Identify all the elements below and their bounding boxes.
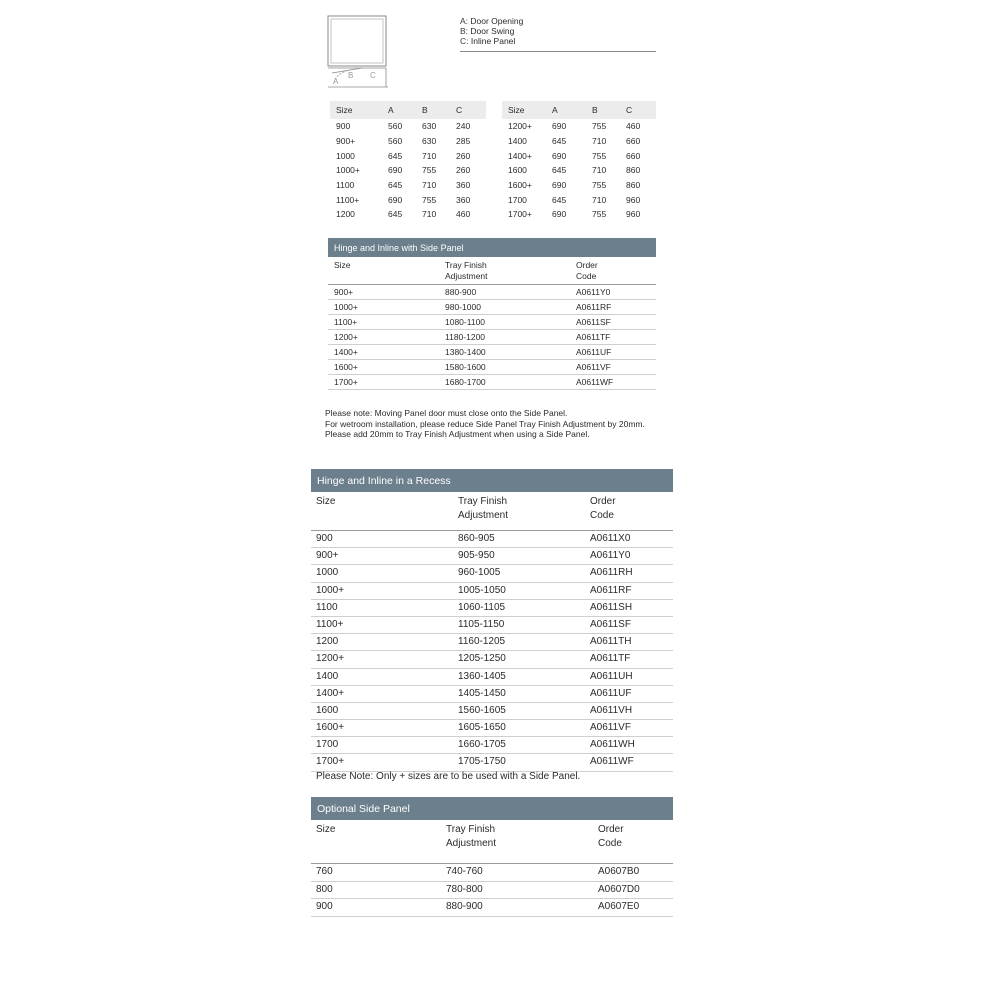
table-cell: 880-900 [445, 287, 477, 297]
legend-item [460, 16, 523, 26]
table-cell: A0611TF [576, 332, 611, 342]
table-cell: 1700 [316, 739, 339, 751]
table-cell: A0611WH [590, 739, 635, 751]
dimension-cell: 710 [592, 165, 607, 176]
table-row [311, 548, 673, 565]
column-header: Tray Finish Adjustment [458, 496, 509, 521]
dimension-cell: 1100 [336, 180, 355, 191]
column-header: Size [316, 496, 336, 507]
dimension-row [330, 178, 486, 193]
table-cell: 1600 [316, 704, 339, 716]
dimension-cell: 710 [422, 180, 437, 191]
table-cell: 1105-1150 [458, 618, 505, 630]
table-row [328, 315, 656, 330]
dimension-cell: 690 [388, 194, 403, 205]
dimension-cell: 755 [592, 121, 607, 132]
dimension-cell: 1600+ [508, 180, 532, 191]
table-cell: A0611SH [590, 601, 633, 613]
dimension-cell: 645 [388, 180, 403, 191]
table-cell: 1380-1400 [445, 347, 486, 357]
dimension-cell: 755 [592, 180, 607, 191]
table-cell: A0611X0 [590, 533, 631, 544]
column-header: Tray Finish Adjustment [446, 824, 497, 849]
table-cell: 1060-1105 [458, 601, 506, 613]
table-cell: 1200+ [334, 332, 358, 342]
table-cell: 1160-1205 [458, 636, 506, 648]
note-line: For wetroom installation, please reduce Side Panel Tray Finish Adjustment by 20mm. [325, 418, 645, 429]
dimension-cell: 860 [626, 180, 641, 191]
table-row [311, 754, 673, 771]
dimension-row [502, 134, 656, 149]
table-row [311, 583, 673, 600]
table-cell: 960-1005 [458, 567, 501, 579]
table-cell: A0607B0 [598, 866, 640, 877]
dimension-cell: 1100+ [336, 194, 360, 205]
table-cell: 900 [316, 533, 333, 544]
dimension-cell: 630 [422, 121, 437, 132]
table-row [311, 669, 673, 686]
dimension-cell: 645 [388, 209, 403, 220]
table-title-bar: Hinge and Inline in a Recess [311, 469, 673, 492]
table-title-bar: Hinge and Inline with Side Panel [328, 238, 656, 257]
table-cell: 1360-1405 [458, 670, 506, 682]
column-header: Order Code [598, 824, 624, 849]
table-cell: 1560-1605 [458, 704, 506, 716]
table-cell: A0607E0 [598, 901, 640, 912]
column-header: Size [334, 260, 351, 270]
table-cell: 1400+ [334, 347, 358, 357]
table-cell: 900 [316, 901, 333, 912]
legend-key: B: [460, 26, 469, 36]
dimension-cell: 710 [592, 194, 607, 205]
dimension-row [502, 207, 656, 222]
table-cell: 900+ [334, 287, 354, 297]
table-cell: 1700+ [334, 377, 358, 387]
dimension-cell: 645 [388, 150, 403, 161]
dimension-header-cell: C [456, 105, 463, 115]
table-row [311, 617, 673, 634]
dimension-row [502, 119, 656, 134]
table-cell: 1180-1200 [445, 332, 486, 342]
table-row [311, 565, 673, 582]
door-diagram [326, 15, 390, 90]
dimension-cell: 690 [552, 121, 567, 132]
table-cell: A0611VF [590, 722, 631, 734]
dimension-cell: 660 [626, 136, 641, 147]
table-cell: A0611RF [576, 302, 612, 312]
table-cell: 860-905 [458, 533, 495, 544]
table-cell: 1700+ [316, 756, 345, 768]
dimension-cell: 285 [456, 136, 471, 147]
table-cell: 900+ [316, 550, 339, 562]
dimension-cell: 360 [456, 194, 471, 205]
table-cell: A0611Y0 [590, 550, 631, 562]
table-cell: 1400+ [316, 687, 345, 699]
dimension-header-cell: A [388, 105, 394, 115]
table-cell: 1680-1700 [445, 377, 486, 387]
dimension-cell: 1200 [336, 209, 355, 220]
table-cell: 1405-1450 [458, 687, 506, 699]
dimension-cell: 755 [422, 194, 437, 205]
table-cell: 1100 [316, 601, 338, 613]
dimension-cell: 900+ [336, 136, 356, 147]
dimension-cell: 710 [422, 209, 437, 220]
table-cell: 1200+ [316, 653, 345, 665]
column-header: Tray Finish Adjustment [445, 260, 488, 281]
diagram-label-c: C [370, 71, 376, 80]
dimension-row [502, 192, 656, 207]
table-cell: 1000+ [334, 302, 358, 312]
note-line: Please note: Moving Panel door must close onto the Side Panel. [325, 408, 568, 418]
optional-side-panel-table [311, 797, 673, 917]
legend-text: Door Opening [468, 16, 524, 26]
legend-text: Door Swing [468, 26, 515, 36]
table-cell: 1600+ [316, 722, 345, 734]
dimension-row [330, 134, 486, 149]
table-row [311, 634, 673, 651]
table-cell: 905-950 [458, 550, 495, 562]
diagram-label-a: A [333, 77, 339, 86]
dimension-row [330, 192, 486, 207]
dimension-table-left [330, 101, 486, 222]
table-cell: A0611SF [590, 618, 631, 630]
dimension-cell: 660 [626, 150, 641, 161]
dimension-header-row [330, 101, 486, 119]
table-cell: 1705-1750 [458, 756, 506, 768]
table-title-bar: Optional Side Panel [311, 797, 673, 820]
table-row [311, 531, 673, 548]
table-row [311, 737, 673, 754]
table-cell: 1000 [316, 567, 339, 579]
table-row [328, 300, 656, 315]
table-cell: 1080-1100 [445, 317, 486, 327]
dimension-header-row [502, 101, 656, 119]
table-cell: 1005-1050 [458, 584, 506, 596]
dimension-row [502, 178, 656, 193]
table-cell: 760 [316, 866, 333, 877]
dimension-cell: 460 [626, 121, 641, 132]
legend-divider [460, 51, 656, 52]
dimension-cell: 260 [456, 150, 471, 161]
table-cell: 1100+ [316, 618, 344, 630]
dimension-cell: 1400 [508, 136, 527, 147]
table-row [311, 864, 673, 882]
side-panel-table [328, 238, 656, 390]
dimension-cell: 460 [456, 209, 471, 220]
dimension-row [330, 119, 486, 134]
table-row [328, 375, 656, 390]
table-cell: A0611UF [576, 347, 612, 357]
table-row [311, 651, 673, 668]
table-cell: A0611SF [576, 317, 611, 327]
plus-sizes-note: Please Note: Only + sizes are to be used with a Side Panel. [316, 771, 581, 782]
legend-text: Inline Panel [468, 36, 516, 46]
table-cell: 740-760 [446, 866, 483, 877]
table-cell: A0611WF [576, 377, 614, 387]
table-cell: A0611Y0 [576, 287, 611, 297]
legend-item [460, 26, 523, 36]
table-cell: 780-800 [446, 883, 483, 895]
dimension-cell: 690 [552, 209, 567, 220]
dimension-header-cell: A [552, 105, 558, 115]
table-column-headers [328, 257, 656, 284]
table-column-headers [311, 820, 673, 863]
dimension-cell: 860 [626, 165, 641, 176]
column-header: Order Code [576, 260, 598, 281]
table-cell: 880-900 [446, 901, 483, 912]
table-row [311, 600, 673, 617]
dimension-cell: 755 [592, 209, 607, 220]
table-cell: 1205-1250 [458, 653, 506, 665]
dimension-cell: 1000+ [336, 165, 360, 176]
table-row [328, 285, 656, 300]
table-cell: A0611RF [590, 584, 632, 596]
table-row [311, 882, 673, 900]
dimension-cell: 710 [592, 136, 607, 147]
dimension-row [330, 148, 486, 163]
note-line: Please add 20mm to Tray Finish Adjustment when using a Side Panel. [325, 429, 590, 439]
side-panel-note [325, 408, 665, 440]
table-cell: A0607D0 [598, 883, 640, 895]
table-row [328, 360, 656, 375]
table-row [311, 899, 673, 917]
dimension-row [502, 163, 656, 178]
dimension-cell: 645 [552, 194, 567, 205]
dimension-cell: 710 [422, 150, 437, 161]
dimension-cell: 1000 [336, 150, 355, 161]
column-header: Size [316, 824, 336, 835]
dimension-cell: 900 [336, 121, 351, 132]
table-row [311, 720, 673, 737]
dimension-header-cell: Size [508, 105, 525, 115]
dimension-cell: 690 [552, 180, 567, 191]
table-cell: A0611RH [590, 567, 633, 579]
table-cell: 1605-1650 [458, 722, 506, 734]
dimension-cell: 560 [388, 136, 403, 147]
diagram-label-b: B [348, 71, 354, 80]
dimension-cell: 690 [552, 150, 567, 161]
dimension-cell: 260 [456, 165, 471, 176]
table-cell: 1100+ [334, 317, 358, 327]
dimension-row [330, 207, 486, 222]
table-cell: 1000+ [316, 584, 345, 596]
dimension-cell: 1700+ [508, 209, 532, 220]
table-cell: 1200 [316, 636, 339, 648]
dimension-cell: 960 [626, 194, 641, 205]
table-cell: 980-1000 [445, 302, 481, 312]
table-cell: 1580-1600 [445, 362, 486, 372]
dimension-cell: 560 [388, 121, 403, 132]
dimension-cell: 755 [422, 165, 437, 176]
dimension-row [330, 163, 486, 178]
table-cell: A0611WF [590, 756, 634, 768]
table-cell: A0611TH [590, 636, 632, 648]
legend-key: A: [460, 16, 469, 26]
dimension-cell: 1200+ [508, 121, 532, 132]
dimension-cell: 690 [388, 165, 403, 176]
dimension-cell: 1700 [508, 194, 527, 205]
table-row [311, 703, 673, 720]
table-cell: A0611UH [590, 670, 633, 682]
recess-table [311, 469, 673, 772]
table-cell: A0611VH [590, 704, 633, 716]
dimension-cell: 645 [552, 136, 567, 147]
dimension-cell: 1400+ [508, 150, 532, 161]
dimension-header-cell: B [422, 105, 428, 115]
table-cell: A0611UF [590, 687, 632, 699]
dimension-cell: 645 [552, 165, 567, 176]
column-header: Order Code [590, 496, 616, 521]
diagram-legend [460, 16, 523, 46]
table-cell: A0611TF [590, 653, 631, 665]
table-cell: A0611VF [576, 362, 611, 372]
dimension-header-cell: Size [336, 105, 353, 115]
table-row [328, 345, 656, 360]
dimension-cell: 1600 [508, 165, 527, 176]
table-row [328, 330, 656, 345]
table-cell: 1400 [316, 670, 339, 682]
dimension-cell: 960 [626, 209, 641, 220]
dimension-cell: 630 [422, 136, 437, 147]
table-row [311, 686, 673, 703]
dimension-row [502, 148, 656, 163]
table-cell: 1600+ [334, 362, 358, 372]
dimension-header-cell: B [592, 105, 598, 115]
dimension-cell: 755 [592, 150, 607, 161]
table-column-headers [311, 492, 673, 530]
legend-key: C: [460, 36, 469, 46]
dimension-cell: 360 [456, 180, 471, 191]
table-cell: 1660-1705 [458, 739, 506, 751]
dimension-table-right [502, 101, 656, 222]
table-cell: 800 [316, 883, 333, 895]
dimension-header-cell: C [626, 105, 633, 115]
dimension-cell: 240 [456, 121, 471, 132]
legend-item [460, 36, 523, 46]
